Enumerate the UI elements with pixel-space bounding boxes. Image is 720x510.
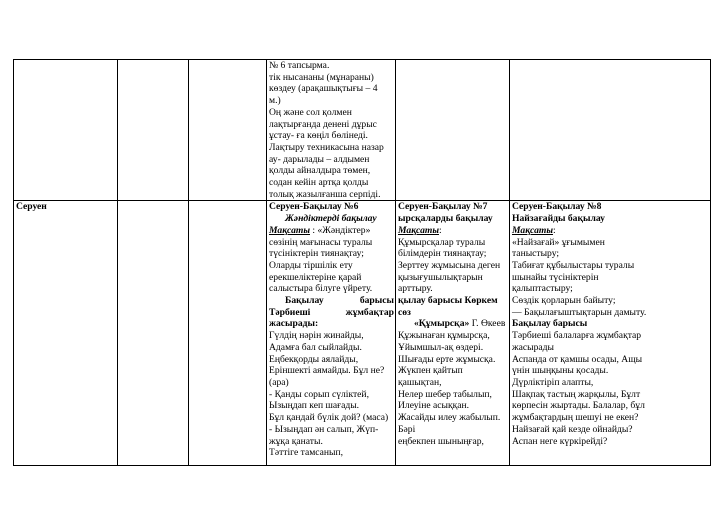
text-line: сөзінің мағынасы туралы xyxy=(269,236,373,248)
text-line: м.) xyxy=(269,95,281,107)
goal-lines xyxy=(512,237,709,319)
observation-heading-2: сөз xyxy=(398,306,411,318)
text-line: тік нысананы (мұнараны) xyxy=(269,71,374,83)
goal-separator: : xyxy=(309,224,318,236)
text-line: Құмырсқалар туралы xyxy=(398,236,486,248)
text-line: № 6 тапсырма. xyxy=(269,60,330,71)
goal-line xyxy=(398,225,508,237)
poem-title-line xyxy=(398,318,508,330)
text-line: шынайы түсініктерін xyxy=(512,271,599,283)
text-line: білімдерін тиянақтау; xyxy=(398,248,487,260)
text-line: ау- дарылады – алдымен xyxy=(269,153,370,165)
text-line: толық жазылғанша серпіді. xyxy=(269,188,381,200)
text-line: таныстыру; xyxy=(512,248,560,260)
goal-line xyxy=(269,225,394,237)
text-line: Лақтыру техникасына назар xyxy=(269,141,384,153)
text-line: лақтырғанда денені дұрыс xyxy=(269,118,377,130)
text-line: Найзағай қай кезде ойнайды? xyxy=(512,423,633,435)
text-line: салыстыра білуге үйрету. xyxy=(269,283,373,295)
text-line: Гүлдің нәрін жинайды, xyxy=(269,330,364,342)
goal-separator: : xyxy=(552,224,556,236)
text-line: Тәрбиеші балаларға жұмбақтар xyxy=(512,330,642,342)
text-line: Дүрліктіріп алапты, xyxy=(512,376,594,388)
text-line: Шақпақ тастың жарқылы, Бұлт xyxy=(512,388,641,400)
text-line: көздеу (арақашықтығы – 4 xyxy=(269,83,378,95)
table-cell xyxy=(189,60,267,201)
text-line: Адамға бал сыйлайды. xyxy=(269,341,362,353)
text-line: Ызыңдап кеп шағады. xyxy=(269,400,360,412)
table-cell xyxy=(14,60,118,201)
text-line: ұстау- ға көңіл бөлінеді. xyxy=(269,130,368,142)
text-line: арттыру. xyxy=(398,283,433,295)
document-page xyxy=(13,59,710,466)
riddle-lines xyxy=(512,330,709,447)
section-title: Серуен-Бақылау №8 xyxy=(512,201,602,213)
observation-heading: Бақылау барысы xyxy=(512,318,588,330)
text-line: Еңбекқорды аялайды, xyxy=(269,353,359,365)
text-line: Оң және сол қолмен xyxy=(269,106,352,118)
table-row-walk xyxy=(14,201,711,466)
text-line: (ара) xyxy=(269,376,289,388)
observation-heading: Бақылау барысы xyxy=(285,295,394,307)
table-cell xyxy=(189,201,267,466)
text-line: Жүкпен қайтып xyxy=(398,365,463,377)
table-cell xyxy=(510,60,711,201)
observation-heading: қылау барысы Көркем xyxy=(398,295,498,307)
text-line: Шығады ерте жұмысқа. xyxy=(398,353,496,365)
text-line: Нелер шебер табылып, xyxy=(398,388,492,400)
text-line: Бұл қандай бүлік дой? (маса) xyxy=(269,412,389,424)
table-cell xyxy=(118,201,189,466)
text-line: - Ызыңдап ән салып, Жүп- xyxy=(269,423,379,435)
observation-heading-2: Тәрбиеші жұмбақтар xyxy=(269,306,394,318)
table-row-task xyxy=(14,60,711,201)
text-line: Табиғат құбылыстары туралы xyxy=(512,259,635,271)
text-line: еңбекпен шыныңғар, xyxy=(398,435,484,447)
text-line: Ұйымшыл-ақ өздері. xyxy=(398,341,484,353)
table-cell xyxy=(396,60,510,201)
table-cell xyxy=(118,60,189,201)
text-line: Құжынаған құмырсқа, xyxy=(398,330,490,342)
section-subtitle: Найзағайды бақылау xyxy=(512,213,605,225)
walk-observation-6-cell xyxy=(267,201,396,466)
section-title: Серуен-Бақылау №7 xyxy=(398,201,488,213)
text-line: қалыптастыру; xyxy=(512,283,573,295)
text-line: содан кейін артқа қолды xyxy=(269,177,369,189)
poem-author: Г. Өкеев xyxy=(469,318,506,330)
poem-title: «Құмырсқа» xyxy=(414,318,470,330)
text-line: Сөздік қорларын байыту; xyxy=(512,295,616,307)
row-label: Серуен xyxy=(16,201,47,213)
text-line: көрпесін жыртады. Балалар, бұл xyxy=(512,400,645,412)
text-line: жасырады xyxy=(512,341,554,353)
text-line: үнін шыңқыны қосады. xyxy=(512,365,609,377)
text-line: - Қанды сорып сүліктей, xyxy=(269,388,369,400)
task-text xyxy=(269,60,394,200)
goal-separator: : xyxy=(438,224,442,236)
text-line: — Бақылағыштықтарын дамыту. xyxy=(512,306,647,318)
text-line: қашықтан, xyxy=(398,376,442,388)
text-line: жұқа қанаты. xyxy=(269,435,323,447)
walk-observation-7-cell xyxy=(396,201,510,466)
goal-lines xyxy=(398,237,508,296)
text-line: Жасайды илеу жабылып. xyxy=(398,412,501,424)
text-line: Бәрі xyxy=(398,423,416,435)
text-line: Аспан неге күркірейді? xyxy=(512,435,608,447)
section-subtitle: Жәндіктерді бақылау xyxy=(285,213,377,225)
text-line: жұмбақтардың шешуі не екен? xyxy=(512,412,639,424)
goal-line xyxy=(512,225,709,237)
text-line: қызығушылықтарын xyxy=(398,271,483,283)
text-line: Оларды тіршілік ету xyxy=(269,259,353,271)
text-line: түсініктерін тиянақтау; xyxy=(269,248,364,260)
goal-label: Мақсаты xyxy=(269,224,310,236)
goal-label: Мақсаты xyxy=(398,224,439,236)
text-line: Тәттіге тамсанып, xyxy=(269,447,344,459)
row-label-cell xyxy=(14,201,118,466)
goal-text: «Жәндіктер» xyxy=(317,224,371,236)
text-line: Илеуіне асыққан. xyxy=(398,400,470,412)
text-line: ерекшеліктеріне қарай xyxy=(269,271,362,283)
task-cell xyxy=(267,60,396,201)
section-subtitle: ырсқаларды бақылау xyxy=(398,213,493,225)
section-title: Серуен-Бақылау №6 xyxy=(269,201,359,213)
goal-lines xyxy=(269,237,394,296)
observation-heading-3: жасырады: xyxy=(269,318,319,330)
plan-table xyxy=(13,59,711,466)
text-line: қолды айналдыра төмен, xyxy=(269,165,371,177)
poem-lines xyxy=(398,330,508,447)
goal-label: Мақсаты xyxy=(512,224,553,236)
text-line: Зерттеу жұмысына деген xyxy=(398,259,501,271)
text-line: Аспанда от қамшы осады, Ащы xyxy=(512,353,643,365)
text-line: «Найзағай» ұғымымен xyxy=(512,236,605,248)
text-line: Еріншекті аямайды. Бұл не? xyxy=(269,365,385,377)
riddle-lines xyxy=(269,330,394,459)
walk-observation-8-cell xyxy=(510,201,711,466)
